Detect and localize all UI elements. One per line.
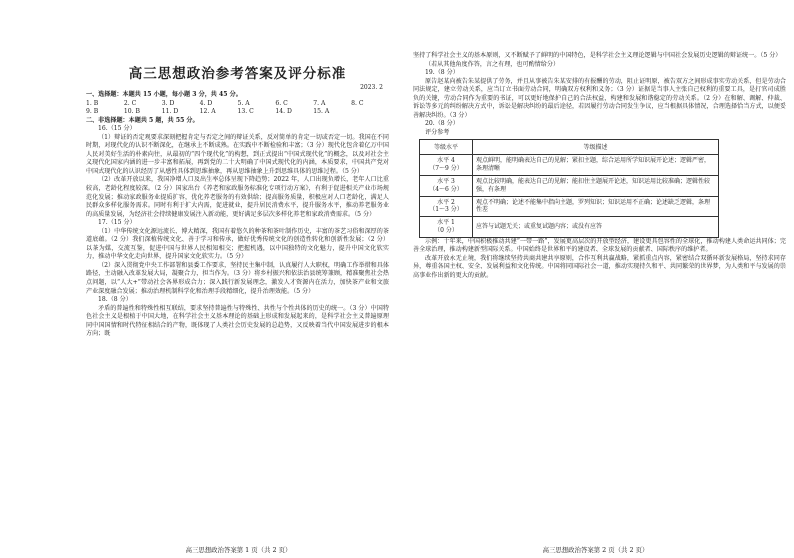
- page-title: 高三思想政治参考答案及评分标准: [128, 66, 347, 82]
- rubric-table: [419, 139, 719, 237]
- answer-row-2: [86, 108, 389, 117]
- level-description: 观点鲜明，能明确表达自己的见解；紧扣主题，综合运用所学知识展开论述；逻辑严密，条理清晰: [473, 155, 719, 176]
- level-name: 水平 4: [437, 157, 455, 165]
- answer-page-2: [397, 0, 794, 558]
- answer-item: 7. A: [313, 99, 326, 107]
- answer-18-continued: 坚持了科学社会主义的基本原则，又不断赋予了鲜明的中国特色，是科学社会主义理论逻辑与中国社会发展历史逻辑的辩证统一。（5 分）: [413, 52, 782, 59]
- answer-item: 6. C: [275, 99, 288, 107]
- level-range: （4～6 分）: [429, 185, 463, 193]
- answer-16-2: （2）改革开放以来，我国净增人口及出生率总体呈现下降趋势；2022 年，人口出现负增长，老年人口比重较高，老龄化程度较深。（2 分）国家出台《养老和家政服务标准化专项行动方案》，有利于促进相关产业市场规范化发展；推动家政服务业提质扩容，优化养老服务的有效供给；提高服务质量，积极应对人口老龄化，满足人民群众多样化服务需求。同时有利于扩大内需，促进就业，提升居民消费水平，提升服务水平，推动养老服务业的高质量发展，为经济社会持续健康发展注入新动能，更好满足多层次多样化养老和家政消费需求。（5 分）: [86, 176, 389, 218]
- example-paragraph-1: 示例：十年来，中国积极推动共建“一带一路”，发展更高层次的开放型经济，建设更具包容性的全球化，推动构建人类命运共同体；完善全球治理，推动构建新型国际关系。中国始终是世界和平的建设者、全球发展的贡献者、国际秩序的维护者。: [413, 237, 786, 254]
- level-description: 观点不明确；论述不能集中指向主题，罗列知识；知识运用不正确；论述缺乏逻辑，条理性差: [473, 196, 719, 217]
- page-footer: 高三思想政治答案第 1 页（共 2 页）: [185, 546, 292, 554]
- level-cell: [420, 176, 473, 197]
- question-20-heading: 20.（8 分）: [425, 120, 459, 128]
- answer-item: 14. D: [275, 108, 292, 116]
- level-name: 水平 2: [437, 198, 455, 206]
- level-name: 水平 3: [437, 178, 455, 186]
- answer-item: 15. A: [313, 108, 330, 116]
- answer-item: 1. B: [86, 99, 99, 107]
- section-2-heading: 二、非选择题：本题共 5 题，共 55 分。: [86, 116, 199, 124]
- level-description: 观点比较明确，能表达自己的见解；能扣住主题展开论述，知识运用比较准确；逻辑性较强，有条理: [473, 176, 719, 197]
- exam-date: 2023. 2: [360, 84, 383, 91]
- level-range: （7～9 分）: [429, 165, 463, 173]
- answer-item: 5. A: [237, 99, 250, 107]
- answer-item: 11. D: [161, 108, 179, 116]
- grading-note: （若从其他角度作答，言之有理，也可酌情给分）: [425, 60, 560, 68]
- question-17-heading: 17.（15 分）: [98, 219, 136, 227]
- section-1-heading: 一、选择题：本题共 15 小题，每小题 3 分，共 45 分。: [86, 91, 242, 98]
- answer-17-1: （1）中华传统文化源远流长、博大精深，我国有着悠久的种茶和茶叶制作历史，丰富的茶艺习俗和深厚的茶道底蕴。（2 分）我们深植传统文化、善于学习和传承，做好优秀传统文化的创造性转化和创新性发展；（2 分）以茶为媒，交流互鉴，促进中国与世界人民相知相交；把握机遇，以中国独特的文化魅力，提升中国文化软实力，推动中华文化走向世界，提升国家文化软实力。（5 分）: [86, 227, 389, 261]
- page-footer: 高三思想政治答案第 2 页（共 2 页）: [542, 546, 649, 554]
- example-paragraph-2: 改革开放永无止境，我们将继续坚持共商共建共享原则，合作互利共赢战略，紧抓重点内容，紧密结合双循环新发展格局，坚持求同存异，尊重各国主权、安全、发展利益和文化传统。中国将同国际社会一道，推动实现持久和平、共同繁荣的世界梦，为人类和平与发展的崇高事业作出新的更大的贡献。: [413, 254, 786, 280]
- answer-18-1: 矛盾的普遍性和特殊性相互联结，要求坚持普遍性与特殊性、共性与个性共体的历史的统一。（3 分）中国特色社会主义是根植于中国大地，在科学社会主义基本理论的基础上形成和发展起来的，是科学社会主义普遍原理同中国国情和时代特征相结合的产物，既体现了人类社会历史发展的总趋势，又反映着当代中国发展进步的根本方向；既: [86, 304, 389, 338]
- answer-item: 10. B: [123, 108, 140, 116]
- answer-item: 3. D: [161, 99, 175, 107]
- level-description: 应答与试题无关；或重复试题内容；或没有应答: [473, 217, 719, 238]
- answer-item: 4. D: [199, 99, 213, 107]
- answer-19: 原告赵某向被告朱某提供了劳务，并且从事被告朱某安排的有报酬的劳动，阻止证明原，被告双方之间形成事实劳动关系，但是劳动合同法规定，建立劳动关系，应当订立书面劳动合同，明确双方权利和义务；（3 分）证据是当事人主张自己权利的重要工具，是打官司成胜负的关键，劳动合同作为重要的书证，可以更好地保护自己的合法权益，构建和发展和谐稳定的劳动关系。（2 分）在和解、调解、仲裁、诉讼等多元的纠纷解决方式中，诉讼是解决纠纷的最后途径，若因履行劳动合同发生争议，应当根据具体情况，合理选择恰当方式，以便妥善解决纠纷。（3 分）: [413, 77, 786, 119]
- column-header-level: 等级水平: [420, 140, 473, 155]
- table-row: [420, 196, 719, 217]
- answer-item: [351, 108, 389, 117]
- question-18-heading: 18.（8 分）: [98, 296, 132, 304]
- answer-item: 2. C: [123, 99, 137, 107]
- answer-16-1: （1）辩证的否定观要求深刻把握肯定与否定之间的辩证关系，反对简单的肯定一切或否定一切。我国在不同时期，对现代化的认识不断深化，在继承上不断成熟。在实践中不断检验和丰富；（3 分）现代化包含着亿万中国人民对美好生活的朴素向往，从最初的“四个现代化”的构想，到正式提出“中国式现代化”的概念，以及对社会主义现代化国家内涵的进一步丰富和拓展，再到党的二十大明确了中国式现代化的内涵，本质要求，中国共产党对中国式现代化的认识经历了从感性具体到思维抽象，再从思维抽象上升到思维具体的思维过程。（5 分）: [86, 133, 389, 175]
- column-header-description: 等级描述: [473, 140, 719, 155]
- answer-17-2: （2）深入贯彻党中央工作部署和县委工作要求，坚持民主集中制，认真履行人大职权，明确工作举措和具体路径，主动融入改革发展大局，凝聚合力，担当作为。（3 分）将乡村振兴和依法治县统筹兼顾，精准聚焦社会热点问题，以“人大+”带动社会各界形成合力；深入践行新发展理念，激发人才资源内在活力，加快茶产业和文旅产业深度融合发展；推动治理机制科学化和治理手段精细化，提升治理效能。（5 分）: [86, 261, 389, 295]
- level-range: （0 分）: [434, 227, 458, 235]
- answer-row-1: [86, 100, 389, 109]
- level-range: （1～3 分）: [429, 206, 463, 214]
- question-16-heading: 16.（15 分）: [98, 125, 136, 133]
- question-19-heading: 19.（8 分）: [425, 69, 459, 77]
- answer-item: 13. C: [237, 108, 254, 116]
- table-row: [420, 155, 719, 176]
- level-cell: [420, 217, 473, 238]
- answer-item: 8. C: [351, 99, 364, 107]
- level-name: 水平 1: [437, 219, 455, 227]
- answer-item: 9. B: [86, 108, 99, 116]
- level-cell: [420, 155, 473, 176]
- level-cell: [420, 196, 473, 217]
- answer-item: 12. A: [199, 108, 216, 116]
- table-row: [420, 176, 719, 197]
- table-header-row: [420, 140, 719, 155]
- rubric-label: 评分参考: [425, 128, 450, 136]
- table-row: [420, 217, 719, 238]
